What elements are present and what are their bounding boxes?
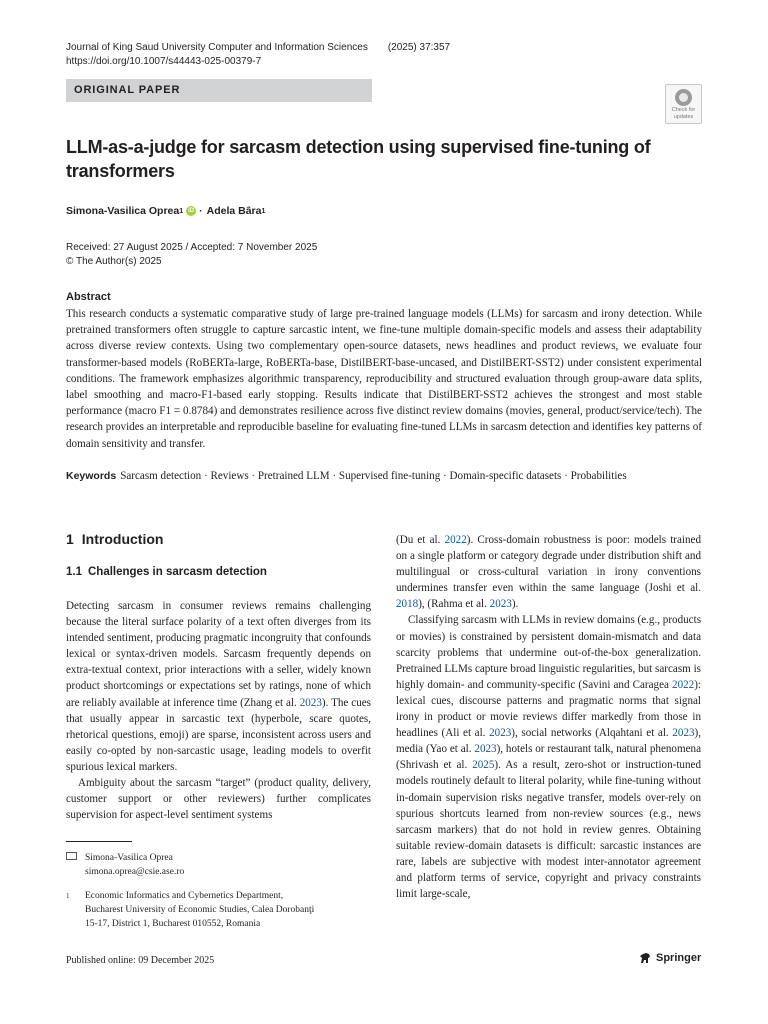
author-name[interactable]: Simona-Vasilica Oprea [66, 205, 180, 217]
author-list [66, 205, 265, 217]
journal-volume: (2025) 37:357 [387, 42, 451, 53]
affiliation-line: Economic Informatics and Cybernetics Department, [85, 891, 284, 901]
badge-line-1: Check for [671, 107, 696, 113]
publisher-logo[interactable] [638, 951, 701, 965]
affiliation-line: Bucharest University of Economic Studies, Calea Dorobanţi [85, 905, 315, 915]
subsection-number: 1.1 [66, 566, 82, 578]
corresponding-email[interactable]: simona.oprea@csie.ase.ro [85, 867, 185, 877]
text-run: ), media (Yao et al. [396, 727, 701, 756]
text-run: ). [511, 598, 519, 611]
section-number: 1 [66, 531, 74, 547]
author-separator: · [199, 205, 203, 217]
corresponding-name: Simona-Vasilica Oprea [85, 853, 173, 863]
copyright: © The Author(s) 2025 [66, 256, 162, 267]
paragraph [66, 598, 371, 775]
badge-line-2: updates [673, 114, 694, 120]
citation-link[interactable]: 2022 [444, 534, 467, 546]
subsection-title: Challenges in sarcasm detection [88, 566, 267, 578]
citation-link[interactable]: 2022 [672, 678, 695, 691]
footnote-rule [66, 841, 132, 842]
paragraph [396, 612, 701, 902]
affiliation-number: 1 [66, 892, 70, 900]
article-dates [66, 241, 317, 269]
text-run: ). As a result, zero-shot or instruction-tuned models routinely default to literal polarity, while fine-tuning without in-domain supervision risks negative transfer, models over-rely on spurious shortcuts learned from non-review sources (e.g., news sarcasm markers) that do not hold in review genres. Obtaining suitable review-domain datasets is difficult: sarcastic instances are rare, labels are subjective with modest inter-annotator agreement and platform terms of service, copyright and privacy constraints limit large-scale, [396, 759, 701, 901]
abstract-text: This research conducts a systematic comparative study of large pre-trained language models (LLMs) for sarcasm and irony detection. While pretrained transformers often struggle to capture sarcastic intent, we fine-tune multiple domain-specific models and assess their adaptability across diverse review contexts. Using two complementary open-source datasets, news headlines and product reviews, we evaluate four transformer-based models (RoBERTa-large, RoBERTa-base, DistilBERT-base-uncased, and DistilBERT-SST2) under consistent experimental conditions. The framework emphasizes algorithmic transparency, reproducibility and structured evaluation through group-aware data splits, label smoothing and macro-F1-based early stopping. Results indicate that DistilBERT-SST2 achieves the strongest and most stable performance (macro F1 = 0.8784) and demonstrates resilience across five distinct review domains (movies, general, product/service/tech). The research provides an interpretable and reproducible baseline for evaluating fine-tuned LLMs in sarcasm detection and identifies key patterns of domain sensitivity and transfer. [66, 308, 702, 450]
affiliation-line: 15-17, District 1, Bucharest 010552, Romania [85, 919, 261, 929]
envelope-icon [66, 852, 77, 860]
orcid-icon[interactable]: iD [188, 208, 195, 214]
section-heading [66, 531, 163, 547]
check-for-updates-badge[interactable] [665, 84, 702, 124]
abstract-heading: Abstract [66, 291, 111, 303]
citation-link[interactable]: 2023 [299, 696, 322, 709]
text-run: ), hotels or restaurant talk, natural phenomena (Shrivash et al. [396, 743, 701, 772]
citation-link[interactable]: 2025 [472, 759, 495, 772]
affiliation-footnote [66, 889, 314, 931]
citation-link[interactable]: 2018 [396, 598, 419, 611]
received-accepted: Received: 27 August 2025 / Accepted: 7 November 2025 [66, 242, 318, 253]
author-affil-ref: 1 [179, 207, 184, 215]
journal-header [66, 41, 450, 69]
author-name[interactable]: Adela Bâra [206, 205, 262, 217]
text-run: ). Cross-domain robustness is poor: models trained on a single platform or category degrade under distribution shift and multilingual or cross-cultural variation in irony conventions undermines transfer even within the same language (Joshi et al. [396, 534, 702, 595]
left-column [66, 598, 371, 823]
published-date: Published online: 09 December 2025 [66, 955, 215, 966]
paragraph: Ambiguity about the sarcasm “target” (product quality, delivery, customer support or other reviewers) further complicates supervision for aspect-level sentiment systems [66, 777, 371, 822]
section-title: Introduction [81, 531, 164, 547]
text-run: Detecting sarcasm in consumer reviews remains challenging because the literal surface polarity of a text often diverges from its intended sentiment, producing pragmatic incongruity that confounds lexical or syntax-driven models. Sarcasm frequently depends on extra-textual context, prior interactions with a seller, widely known product shortcomings or expectations set by ratings, none of which are reliably available at inference time (Zhang et al. [66, 600, 371, 709]
subsection-heading [66, 566, 267, 578]
citation-link[interactable]: 2023 [474, 743, 497, 756]
journal-name: Journal of King Saud University Computer and Information Sciences [66, 42, 368, 53]
text-run: ). The cues that usually appear in sarcastic text (hyperbole, scare quotes, rhetorical questions, emoji) are sparse, inconsistent across users and easily co-opted by non-sarcastic usage, leading models to overfit spurious lexical markers. [66, 696, 371, 773]
text-run: (Du et al. [396, 534, 445, 546]
doi-link[interactable]: https://doi.org/10.1007/s44443-025-00379-7 [66, 56, 262, 67]
keywords-text: Sarcasm detection · Reviews · Pretrained LLM · Supervised fine-tuning · Domain-specific datasets · Probabilities [120, 470, 627, 482]
text-run: ), social networks (Alqahtani et al. [511, 727, 673, 740]
springer-horse-icon [638, 951, 652, 965]
check-for-updates-icon [675, 89, 692, 106]
publisher-name: Springer [656, 952, 702, 964]
citation-link[interactable]: 2023 [489, 598, 512, 611]
article-type-banner: ORIGINAL PAPER [66, 79, 372, 102]
keywords-label: Keywords [66, 470, 117, 482]
citation-link[interactable]: 2023 [489, 727, 512, 740]
author-affil-ref: 1 [261, 207, 266, 215]
text-run: ), (Rahma et al. [418, 598, 490, 611]
corresponding-author [66, 851, 184, 879]
right-column [396, 532, 701, 902]
citation-link[interactable]: 2023 [672, 727, 695, 740]
text-run: ): lexical cues, discourse patterns and pragmatic norms that signal irony in product or movie reviews differ markedly from those in headlines (Ali et al. [396, 678, 701, 740]
paper-title: LLM-as-a-judge for sarcasm detection using supervised fine-tuning of transformers [66, 137, 651, 181]
keywords [66, 468, 702, 484]
paragraph [396, 532, 701, 612]
text-run: Classifying sarcasm with LLMs in review domains (e.g., products or movies) is constrained by persistent domain-mismatch and data scarcity problems that undermine out-of-the-box generalization. Pretrained LLMs capture broad linguistic regularities, but sarcasm is highly domain- and community-specific (Savini and Caragea [396, 614, 702, 691]
